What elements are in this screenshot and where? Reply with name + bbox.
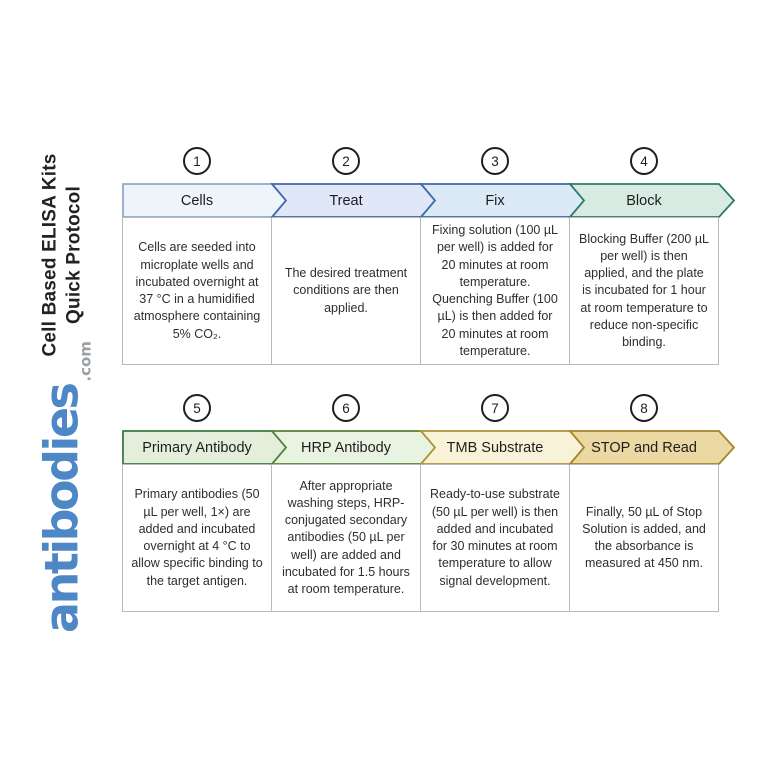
- step-8-description: Finally, 50 µL of Stop Solution is added, and the absorbance is measured at 450 nm.: [582, 504, 706, 571]
- step-8-label: STOP and Read: [591, 439, 697, 456]
- step-6-description: After appropriate washing steps, HRP-conjugated secondary antibodies (50 µL per well) are added and incubated for 1.5 hours at room temperature.: [282, 478, 410, 597]
- step-1-description: Cells are seeded into microplate wells and incubated overnight at 37 °C in a humidified atmosphere containing 5% CO₂.: [133, 240, 261, 341]
- step-2-description-box: [271, 217, 421, 365]
- step-1-label: Cells: [180, 192, 214, 209]
- step-8-number-badge: [630, 394, 658, 422]
- step-7-number: 7: [491, 400, 499, 416]
- step-3-number: 3: [491, 153, 499, 169]
- step-8-description-box: [569, 464, 719, 612]
- step-7-number-badge: [481, 394, 509, 422]
- step-3-number-badge: [481, 147, 509, 175]
- step-4-number-badge: [630, 147, 658, 175]
- step-7: [420, 400, 570, 614]
- step-5-number-badge: [183, 394, 211, 422]
- step-8-number: 8: [640, 400, 648, 416]
- step-1-number: 1: [193, 153, 201, 169]
- step-6-description-box: [271, 464, 421, 612]
- step-3-label: Fix: [485, 192, 505, 209]
- diagram-title-line1: Cell Based ELISA Kits: [39, 153, 61, 357]
- step-2: [271, 153, 421, 367]
- step-4: [569, 153, 719, 367]
- step-5: [122, 400, 272, 614]
- step-4-description-box: [569, 217, 719, 365]
- step-6: [271, 400, 421, 614]
- diagram-title-line2: Quick Protocol: [63, 186, 84, 324]
- step-2-number: 2: [342, 153, 350, 169]
- step-1-description-box: [122, 217, 272, 365]
- step-6-number: 6: [342, 400, 350, 416]
- step-5-label: Primary Antibody: [142, 439, 252, 456]
- step-7-label: TMB Substrate: [446, 439, 544, 456]
- step-2-description: The desired treatment conditions are then applied.: [284, 266, 408, 315]
- antibodies-logo: [34, 341, 95, 633]
- step-1-number-badge: [183, 147, 211, 175]
- step-3: [420, 153, 570, 367]
- step-6-number-badge: [332, 394, 360, 422]
- step-2-number-badge: [332, 147, 360, 175]
- step-8: [569, 400, 719, 614]
- step-4-label: Block: [626, 192, 662, 209]
- logo-domain-suffix: .com: [76, 341, 95, 382]
- step-5-description: Primary antibodies (50 µL per well, 1×) are added and incubated overnight at 4 °C to allow specific binding to the target antigen.: [131, 487, 263, 588]
- step-5-number: 5: [193, 400, 201, 416]
- step-3-description-box: [420, 217, 570, 365]
- logo-wordmark: antibodies: [34, 384, 89, 633]
- step-4-number: 4: [640, 153, 648, 169]
- diagram-title: [38, 140, 86, 370]
- step-3-description: Fixing solution (100 µL per well) is added for 20 minutes at room temperature. Quenching Buffer (100 µL) is then added for 20 minutes at room temperature.: [431, 223, 559, 358]
- step-6-label: HRP Antibody: [300, 439, 391, 456]
- step-1: [122, 153, 272, 367]
- step-2-label: Treat: [329, 192, 363, 209]
- step-7-description: Ready-to-use substrate (50 µL per well) is then added and incubated for 30 minutes at room temperature to allow signal development.: [430, 487, 560, 588]
- step-7-description-box: [420, 464, 570, 612]
- step-5-description-box: [122, 464, 272, 612]
- step-4-description: Blocking Buffer (200 µL per well) is then applied, and the plate is incubated for 1 hour at room temperature to reduce non-specific binding.: [579, 231, 709, 350]
